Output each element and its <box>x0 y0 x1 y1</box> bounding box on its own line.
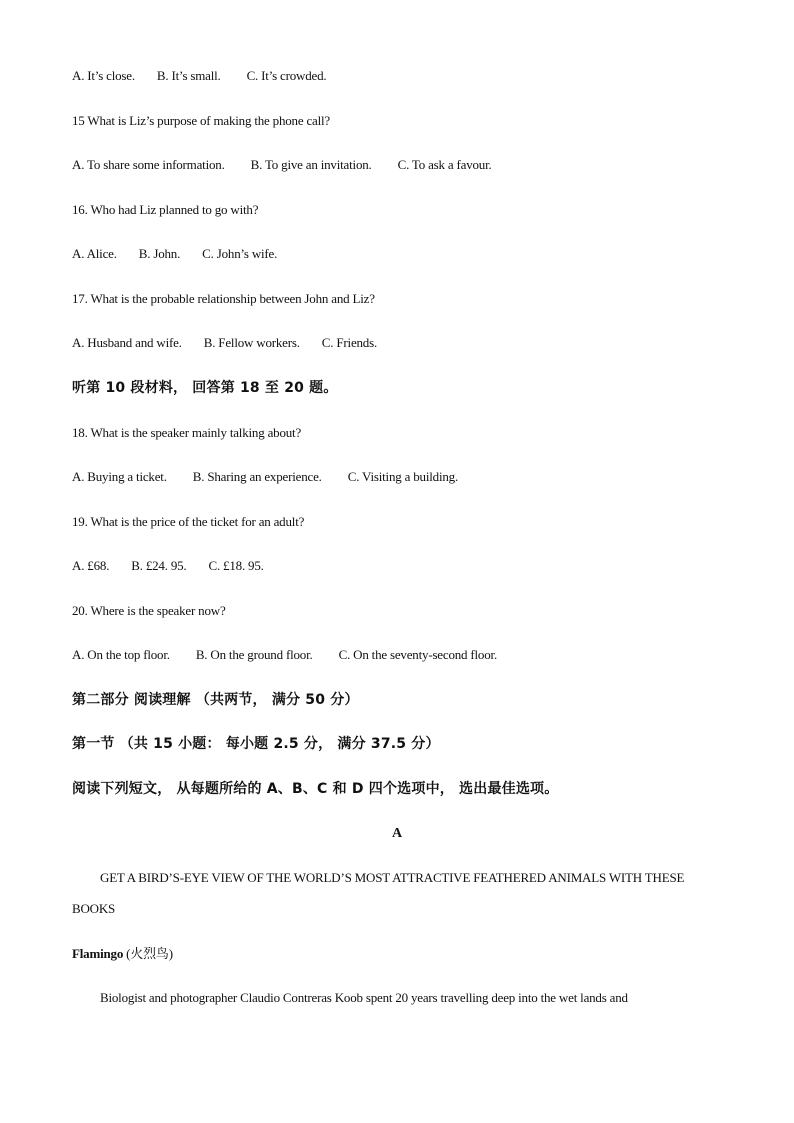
q15-option-a: A. To share some information. <box>72 157 225 172</box>
part2-heading: 第二部分 阅读理解 （共两节， 满分 50 分） <box>72 692 359 708</box>
section1-heading: 第一节 （共 15 小题： 每小题 2.5 分， 满分 37.5 分） <box>72 736 440 752</box>
passage-title: GET A BIRD’S-EYE VIEW OF THE WORLD’S MOST ATTRACTIVE FEATHERED ANIMALS WITH THESE BOOKS <box>72 870 685 916</box>
q20-question: 20. Where is the speaker now? <box>72 603 226 618</box>
q16-option-c: C. John’s wife. <box>202 246 278 261</box>
q14-option-a: A. It’s close. <box>72 68 135 83</box>
reading-instruction: 阅读下列短文， 从每题所给的 A、B、C 和 D 四个选项中， 选出最佳选项。 <box>72 781 559 797</box>
q15-option-c: C. To ask a favour. <box>397 157 492 172</box>
q19-option-a: A. £68. <box>72 558 110 573</box>
q18-options <box>72 469 458 485</box>
q17-option-c: C. Friends. <box>321 335 378 350</box>
q17-option-b: B. Fellow workers. <box>203 335 300 350</box>
book1-cn-name: (火烈鸟) <box>123 946 173 961</box>
q19-options <box>72 558 264 574</box>
q16-option-b: B. John. <box>138 246 181 261</box>
q14-option-b: B. It’s small. <box>156 68 221 83</box>
q17-question: 17. What is the probable relationship between John and Liz? <box>72 291 375 306</box>
q20-option-b: B. On the ground floor. <box>195 647 313 662</box>
q16-question: 16. Who had Liz planned to go with? <box>72 202 259 217</box>
q15-options <box>72 157 492 173</box>
q18-option-c: C. Visiting a building. <box>347 469 459 484</box>
q15-question: 15 What is Liz’s purpose of making the phone call? <box>72 113 330 128</box>
q20-option-c: C. On the seventy-second floor. <box>338 647 497 662</box>
book1-heading <box>72 946 173 962</box>
q20-option-a: A. On the top floor. <box>72 647 170 662</box>
q14-options <box>72 68 326 84</box>
q18-option-b: B. Sharing an experience. <box>192 469 322 484</box>
q19-option-b: B. £24. 95. <box>131 558 187 573</box>
q20-options <box>72 647 497 663</box>
q18-question: 18. What is the speaker mainly talking about? <box>72 425 302 440</box>
q19-option-c: C. £18. 95. <box>208 558 264 573</box>
q16-options <box>72 246 277 262</box>
book1-text: Biologist and photographer Claudio Contreras Koob spent 20 years travelling deep into the wet lands and <box>100 990 628 1005</box>
q15-option-b: B. To give an invitation. <box>250 157 372 172</box>
q16-option-a: A. Alice. <box>72 246 117 261</box>
q18-option-a: A. Buying a ticket. <box>72 469 167 484</box>
q17-options <box>72 335 377 351</box>
q14-option-c: C. It’s crowded. <box>246 68 327 83</box>
section10-heading: 听第 10 段材料， 回答第 18 至 20 题。 <box>72 380 338 396</box>
q19-question: 19. What is the price of the ticket for an adult? <box>72 514 305 529</box>
book1-name: Flamingo <box>72 946 124 961</box>
passage-label: A <box>391 826 403 841</box>
q17-option-a: A. Husband and wife. <box>72 335 182 350</box>
